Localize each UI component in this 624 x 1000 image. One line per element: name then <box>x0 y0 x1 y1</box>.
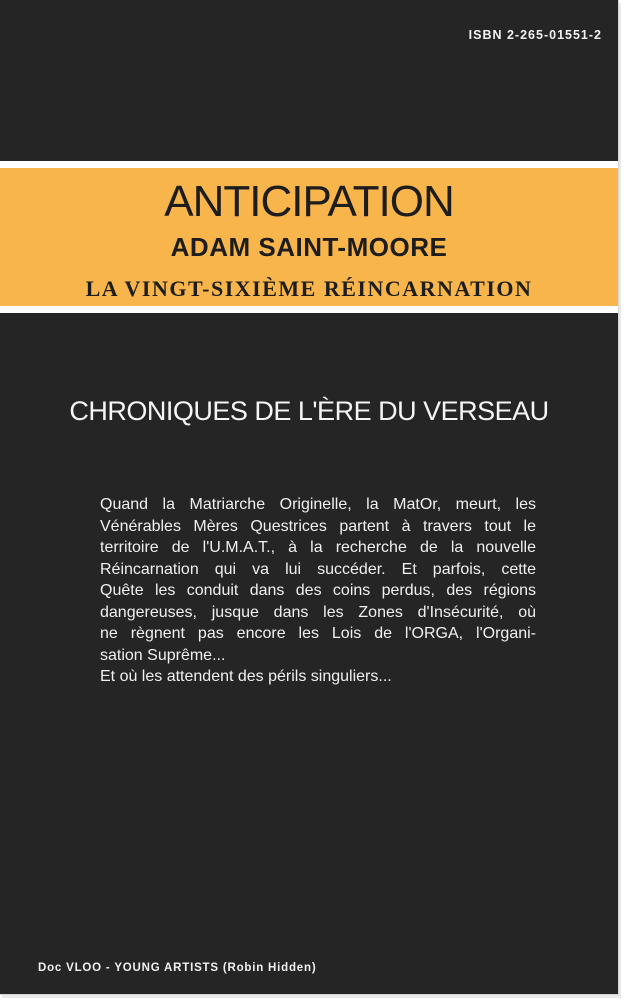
author-name: ADAM SAINT-MOORE <box>170 232 448 262</box>
title-band-fill <box>0 168 618 306</box>
series-title: CHRONIQUES DE L'ÈRE DU VERSEAU <box>69 396 549 426</box>
title-band <box>0 161 618 313</box>
isbn-number: ISBN 2-265-01551-2 <box>468 28 602 42</box>
blurb-line: Réincarnation qui va lui succéder. Et parfois, cette <box>100 560 536 578</box>
blurb-line: ne règnent pas encore les Lois de l'ORGA, l'Organi- <box>100 625 536 642</box>
blurb-line: sation Suprême... <box>100 646 226 664</box>
blurb-line: Quête les conduit dans des coins perdus, des régions <box>100 582 536 599</box>
blurb-text <box>100 494 536 688</box>
collection-name: ANTICIPATION <box>164 177 454 226</box>
illustration-credit: Doc VLOO - YOUNG ARTISTS (Robin Hidden) <box>38 962 317 974</box>
blurb-line: territoire de l'U.M.A.T., à la recherche de la nouvelle <box>100 539 536 556</box>
blurb-line: Quand la Matriarche Originelle, la MatOr, meurt, les <box>100 496 536 513</box>
book-title: LA VINGT-SIXIÈME RÉINCARNATION <box>85 276 533 301</box>
blurb-line: Et où les attendent des périls singuliers... <box>100 668 392 685</box>
blurb-line: dangereuses, jusque dans les Zones d'Insécurité, où <box>100 603 536 621</box>
blurb-line: Vénérables Mères Questrices partent à travers tout le <box>100 517 536 535</box>
